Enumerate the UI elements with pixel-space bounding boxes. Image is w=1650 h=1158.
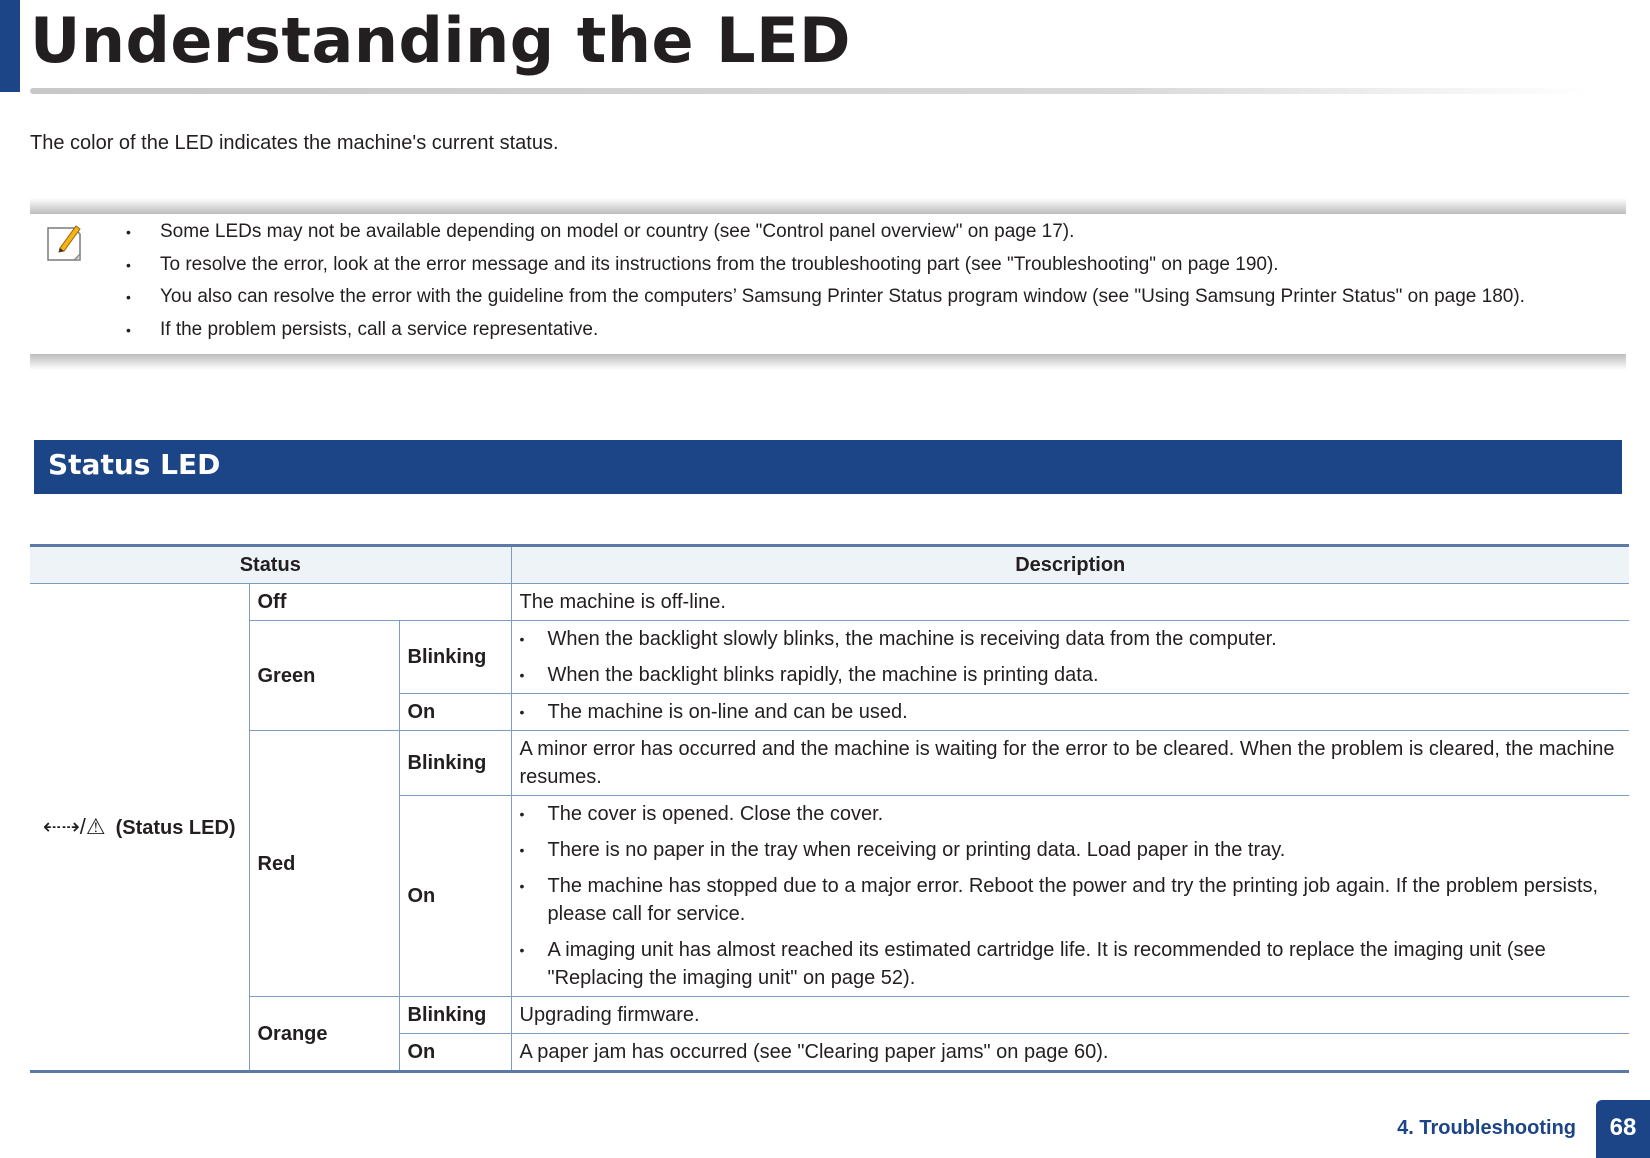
green-blinking-label: Blinking xyxy=(399,621,511,694)
table-row xyxy=(30,621,1629,694)
footer-chapter: 4. Troubleshooting xyxy=(1397,1117,1576,1139)
status-led-label: (Status LED) xyxy=(115,816,236,839)
list-item: • A imaging unit has almost reached its estimated cartridge life. It is recommended to replace the imaging unit (see "Replacing the imaging unit" on page 52). xyxy=(520,936,1622,992)
note-bottom-bar xyxy=(30,354,1626,370)
list-item: • The machine is on-line and can be used. xyxy=(520,698,1622,726)
header-status: Status xyxy=(30,546,511,584)
list-item: • The cover is opened. Close the cover. xyxy=(520,800,1622,828)
list-item: • There is no paper in the tray when receiving or printing data. Load paper in the tray. xyxy=(520,836,1622,864)
green-on-label: On xyxy=(399,694,511,731)
list-item: • The machine has stopped due to a major error. Reboot the power and try the printing job again. If the problem persists, please call for service. xyxy=(520,872,1622,928)
red-on-description xyxy=(511,796,1629,997)
orange-blinking-label: Blinking xyxy=(399,997,511,1034)
green-on-description xyxy=(511,694,1629,731)
note-pencil-icon xyxy=(44,222,84,264)
list-item: • When the backlight slowly blinks, the machine is receiving data from the computer. xyxy=(520,625,1622,653)
title-underline xyxy=(30,88,1590,94)
note-item: • Some LEDs may not be available depending on model or country (see "Control panel overview" on page 17). xyxy=(126,216,1525,249)
page-number-badge: 68 xyxy=(1596,1100,1650,1158)
off-label: Off xyxy=(249,584,511,621)
table-row xyxy=(30,584,1629,621)
green-blinking-description xyxy=(511,621,1629,694)
table-row xyxy=(30,731,1629,796)
note-item: • If the problem persists, call a service representative. xyxy=(126,314,1525,347)
list-item: • When the backlight blinks rapidly, the machine is printing data. xyxy=(520,661,1622,689)
orange-label: Orange xyxy=(249,997,399,1072)
red-blinking-label: Blinking xyxy=(399,731,511,796)
note-top-bar xyxy=(30,198,1626,214)
orange-on-description: A paper jam has occurred (see "Clearing paper jams" on page 60). xyxy=(511,1034,1629,1072)
off-description: The machine is off-line. xyxy=(511,584,1629,621)
note-item: • To resolve the error, look at the error message and its instructions from the troubleshooting part (see "Troubleshooting" on page 190). xyxy=(126,249,1525,282)
intro-text: The color of the LED indicates the machine's current status. xyxy=(30,132,559,154)
red-blinking-description: A minor error has occurred and the machine is waiting for the error to be cleared. When the problem is cleared, the machine resumes. xyxy=(511,731,1629,796)
page-title: Understanding the LED xyxy=(30,4,851,77)
note-list xyxy=(126,216,1525,346)
table-row xyxy=(30,997,1629,1034)
section-title: Status LED xyxy=(48,448,221,481)
left-accent-bar xyxy=(0,0,20,92)
section-header xyxy=(34,440,1622,494)
status-led-cell xyxy=(30,584,249,1072)
status-led-icon: ⇠⇢/⚠ xyxy=(42,813,106,839)
orange-blinking-description: Upgrading firmware. xyxy=(511,997,1629,1034)
orange-on-label: On xyxy=(399,1034,511,1072)
note-item: • You also can resolve the error with the guideline from the computers’ Samsung Printer Status program window (see "Using Samsung Printer Status" on page 180). xyxy=(126,281,1525,314)
header-description: Description xyxy=(511,546,1629,584)
red-label: Red xyxy=(249,731,399,997)
status-led-table xyxy=(30,544,1629,1073)
table-header-row xyxy=(30,546,1629,584)
green-label: Green xyxy=(249,621,399,731)
note-box xyxy=(30,198,1626,370)
red-on-label: On xyxy=(399,796,511,997)
